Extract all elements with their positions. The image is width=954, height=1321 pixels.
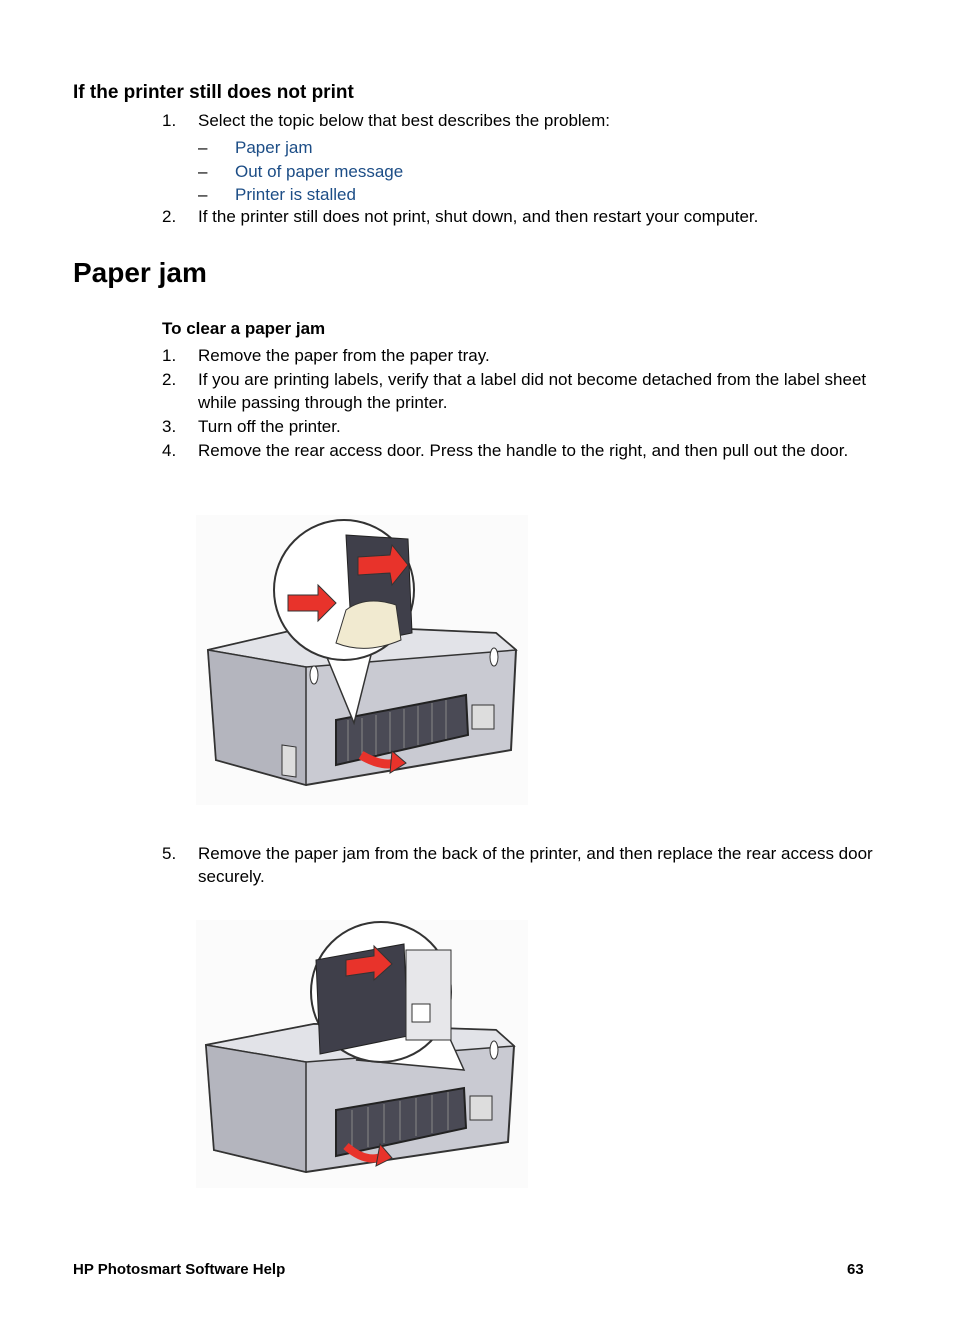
step-text: If you are printing labels, verify that a label did not become detached from the label sheet while passing through the printer.	[198, 370, 867, 412]
subheading: To clear a paper jam	[162, 319, 326, 338]
section-heading-still-not-print: If the printer still does not print	[73, 82, 354, 103]
step-number: 2.	[162, 370, 177, 389]
step-text: Remove the paper jam from the back of the printer, and then replace the rear access door securely.	[198, 844, 873, 886]
step-text: Turn off the printer.	[198, 417, 341, 436]
list-dash: –	[198, 162, 208, 181]
link-printer-stalled[interactable]: Printer is stalled	[235, 185, 356, 204]
step-number: 3.	[162, 417, 177, 436]
list-dash: –	[198, 185, 208, 204]
illustration-replace-rear-door	[196, 920, 528, 1188]
step-number: 1.	[162, 346, 177, 365]
step-text: Remove the paper from the paper tray.	[198, 346, 490, 365]
link-paper-jam[interactable]: Paper jam	[235, 138, 313, 157]
list-dash: –	[198, 138, 208, 157]
link-out-of-paper[interactable]: Out of paper message	[235, 162, 404, 181]
step-text: Remove the rear access door. Press the handle to the right, and then pull out the door.	[198, 441, 849, 460]
step-number: 1.	[162, 111, 177, 130]
step-text: Select the topic below that best describes the problem:	[198, 111, 611, 130]
step-text: If the printer still does not print, shut down, and then restart your computer.	[198, 207, 759, 226]
step-number: 5.	[162, 844, 177, 863]
page-number: 63	[847, 1261, 864, 1278]
step-number: 2.	[162, 207, 177, 226]
page-title: Paper jam	[73, 257, 207, 288]
footer-title: HP Photosmart Software Help	[73, 1261, 286, 1278]
step-number: 4.	[162, 441, 177, 460]
illustration-remove-rear-door	[196, 515, 528, 805]
